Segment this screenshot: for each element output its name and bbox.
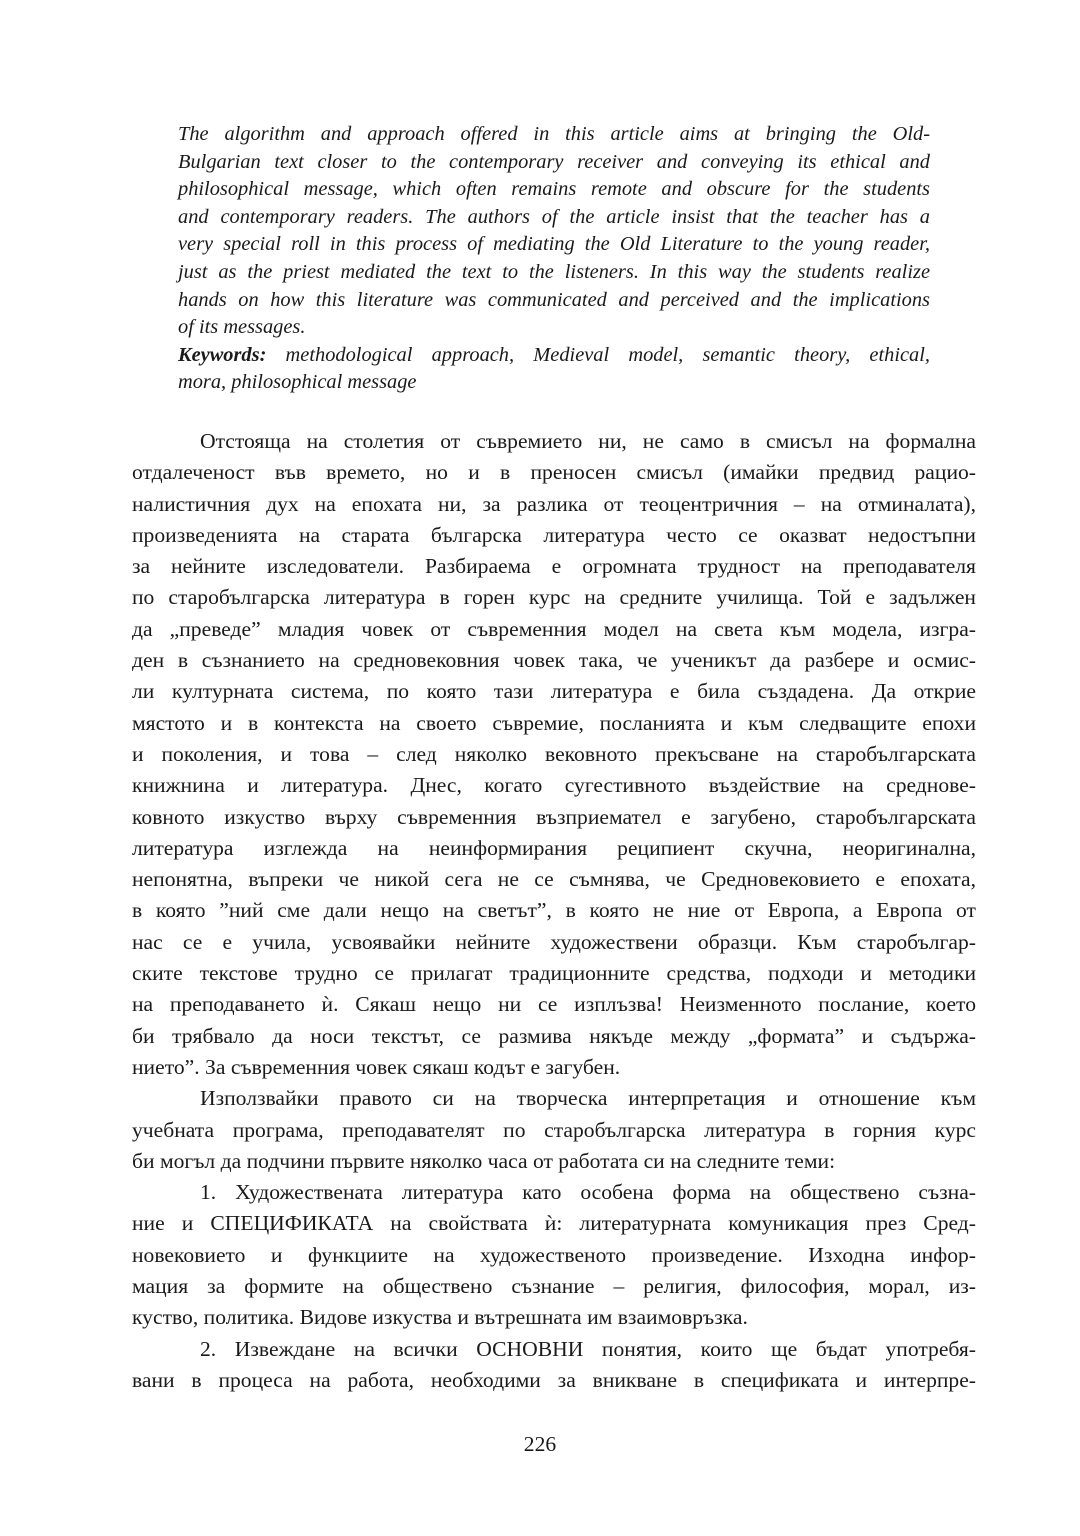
keywords-text: methodological approach, Medieval model, semantic theory, ethical, [266, 343, 930, 366]
abstract-line: and contemporary readers. The authors of the article insist that the teacher has a [178, 205, 930, 228]
body-line: мястото и в контекста на своето съвремие, посланията и към следващите епохи [132, 710, 976, 735]
body-text [132, 426, 976, 1396]
abstract-line: hands on how this literature was communicated and perceived and the implications [178, 288, 930, 311]
list-item-line: ние и СПЕЦИФИКАТА на свойствата ѝ: литературната комуникация през Сред- [132, 1211, 976, 1236]
body-line: на преподаването ѝ. Сякаш нещо ни се изплъзва! Неизменното послание, което [132, 992, 976, 1017]
abstract-line: The algorithm and approach offered in this article aims at bringing the Old- [178, 123, 930, 145]
abstract-line: Bulgarian text closer to the contemporary receiver and conveying its ethical and [178, 150, 930, 173]
keywords-label: Keywords: [178, 343, 267, 366]
list-item-line: вани в процеса на работа, необходими за вникване в спецификата и интерпре- [132, 1367, 976, 1392]
body-line: би могъл да подчини първите няколко часа от работата си на следните теми: [132, 1148, 836, 1173]
keywords-line: mora, philosophical message [178, 371, 417, 394]
body-line: произведенията на старата българска литература често се оказват недостъпни [132, 522, 976, 547]
body-line: ли културната система, по която тази литература е била създадена. Да открие [132, 679, 976, 704]
list-item-line: 1. Художествената литература като особена форма на обществено съзна- [200, 1180, 976, 1205]
abstract-line: of its messages. [178, 316, 306, 339]
body-line: Отстояща на столетия от съвремието ни, не само в смисъл на формална [200, 429, 976, 453]
body-line: Използвайки правото си на творческа интерпретация и отношение към [200, 1086, 976, 1111]
body-line: отдалеченост във времето, но и в преносен смисъл (имайки предвид рацио- [132, 460, 976, 485]
body-line: ските текстове трудно се прилагат традиционните средства, подходи и методики [132, 961, 976, 986]
body-line: по старобългарска литература в горен курс на средните училища. Той е задължен [132, 585, 976, 610]
body-line: книжнина и литература. Днес, когато сугестивното въздействие на среднове- [132, 773, 976, 798]
page-number: 226 [523, 1432, 557, 1456]
abstract-line: very special roll in this process of mediating the Old Literature to the young reader, [178, 233, 930, 256]
abstract [178, 121, 930, 397]
keywords-line [178, 342, 930, 370]
abstract-line: philosophical message, which often remains remote and obscure for the students [178, 178, 930, 201]
body-line: непонятна, въпреки че никой сега не се съмнява, че Средновековието е епохата, [132, 867, 976, 892]
body-line: налистичния дух на епохата ни, за разлика от теоцентричния – на отминалата), [132, 491, 976, 516]
body-line: нас се е учила, усвоявайки нейните художествени образци. Към старобългар- [132, 929, 976, 954]
list-item-line: 2. Извеждане на всички ОСНОВНИ понятия, които ще бъдат употребя- [200, 1336, 976, 1361]
body-line: нието”. За съвременния човек сякаш кодът е загубен. [132, 1054, 621, 1079]
body-line: за нейните изследователи. Разбираема е огромната трудност на преподавателя [132, 554, 976, 579]
body-line: ковното изкуство върху съвременния възприемател е загубено, старобългарската [132, 804, 976, 829]
body-line: и поколения, и това – след няколко вековното прекъсване на старобългарската [132, 741, 976, 766]
body-line: в която ”ний сме дали нещо на светът”, в която не ние от Европа, а Европа от [132, 898, 976, 923]
body-line: ден в съзнанието на средновековния човек така, че ученикът да разбере и осмис- [132, 648, 976, 673]
list-item-line: новековието и функциите на художественото произведение. Изходна инфор- [132, 1242, 976, 1267]
body-line: би трябвало да носи текстът, се размива някъде между „формата” и съдържа- [132, 1023, 976, 1048]
list-item-line: куство, политика. Видове изкуства и вътрешната им взаимовръзка. [132, 1305, 748, 1330]
abstract-line: just as the priest mediated the text to the listeners. In this way the students realize [178, 260, 930, 283]
body-line: да „преведе” младия човек от съвременния модел на света към модела, изгра- [132, 616, 976, 641]
body-line: литература изглежда на неинформирания реципиент скучна, неоригинална, [132, 835, 976, 860]
list-item-line: мация за формите на обществено съзнание – религия, философия, морал, из- [132, 1274, 976, 1299]
body-line: учебната програма, преподавателят по старобългарска литература в горния курс [132, 1117, 976, 1142]
